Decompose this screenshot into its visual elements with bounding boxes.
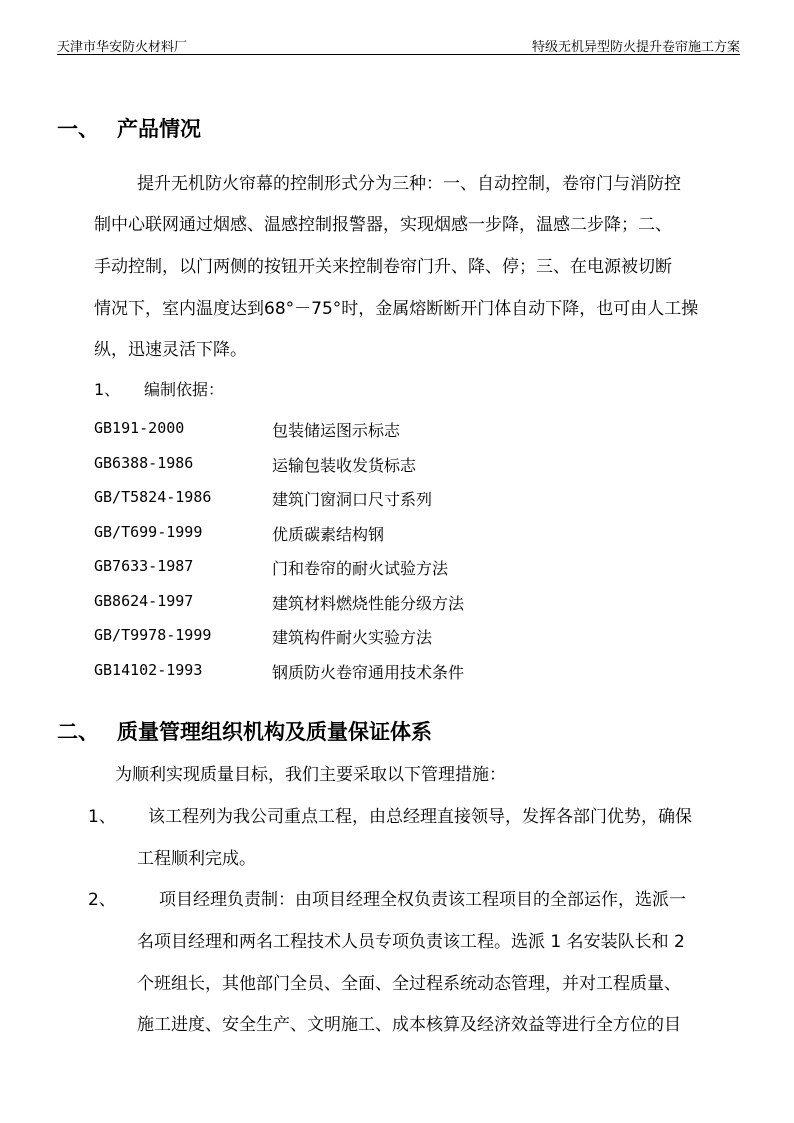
item-2-line: 名项目经理和两名工程技术人员专项负责该工程。选派 1 名安装队长和 2 xyxy=(137,932,685,952)
standard-name: 优质碳素结构钢 xyxy=(272,525,385,544)
paragraph-line: 提升无机防火帘幕的控制形式分为三种：一、自动控制，卷帘门与消防控 xyxy=(137,174,681,194)
paragraph-line: 制中心联网通过烟感、温感控制报警器，实现烟感一步降，温感二步降；二、 xyxy=(94,215,672,235)
item-2-line: 项目经理负责制：由项目经理全权负责该工程项目的全部运作，选派一 xyxy=(159,890,686,910)
paragraph-line: 手动控制，以门两侧的按钮开关来控制卷帘门升、降、停；三、在电源被切断 xyxy=(94,257,672,277)
section-1-title: 产品情况 xyxy=(117,117,201,141)
standard-name: 钢质防火卷帘通用技术条件 xyxy=(272,663,465,682)
header-doc-title: 特级无机异型防火提升卷帘施工方案 xyxy=(531,40,740,55)
standard-code: GB/T9978-1999 xyxy=(94,626,212,644)
item-2-line: 施工进度、安全生产、文明施工、成本核算及经济效益等进行全方位的目 xyxy=(137,1015,681,1035)
standard-name: 建筑门窗洞口尺寸系列 xyxy=(272,490,433,509)
item-1-number: 1、 xyxy=(88,807,116,827)
standard-code: GB6388-1986 xyxy=(94,454,194,472)
section-2-title: 质量管理组织机构及质量保证体系 xyxy=(117,720,432,744)
section-1-number: 一、 xyxy=(57,117,99,141)
standard-name: 包装储运图示标志 xyxy=(272,421,401,440)
standard-code: GB/T5824-1986 xyxy=(94,488,212,506)
standard-name: 门和卷帘的耐火试验方法 xyxy=(272,559,449,578)
standard-name: 运输包装收发货标志 xyxy=(272,456,417,475)
subsection-number: 1、 xyxy=(94,380,121,399)
item-1-line: 工程顺利完成。 xyxy=(137,849,256,869)
standard-code: GB7633-1987 xyxy=(94,557,194,575)
standard-code: GB/T699-1999 xyxy=(94,523,203,541)
item-1-line: 该工程列为我公司重点工程，由总经理直接领导，发挥各部门优势，确保 xyxy=(148,807,692,827)
item-2-number: 2、 xyxy=(88,890,116,910)
header-company: 天津市华安防火材料厂 xyxy=(57,40,188,55)
subsection-title: 编制依据： xyxy=(144,380,225,399)
section-2-intro: 为顺利实现质量目标，我们主要采取以下管理措施： xyxy=(115,765,506,785)
paragraph-line: 情况下，室内温度达到68°－75°时，金属熔断断开门体自动下降，也可由人工操 xyxy=(94,299,699,319)
section-2-number: 二、 xyxy=(57,720,99,744)
standard-code: GB8624-1997 xyxy=(94,592,194,610)
standard-name: 建筑构件耐火实验方法 xyxy=(272,628,433,647)
paragraph-line: 纵，迅速灵活下降。 xyxy=(94,340,247,360)
standard-name: 建筑材料燃烧性能分级方法 xyxy=(272,594,465,613)
standard-code: GB191-2000 xyxy=(94,419,185,437)
page-header xyxy=(57,34,740,55)
item-2-line: 个班组长，其他部门全员、全面、全过程系统动态管理，并对工程质量、 xyxy=(137,974,681,994)
standard-code: GB14102-1993 xyxy=(94,661,203,679)
